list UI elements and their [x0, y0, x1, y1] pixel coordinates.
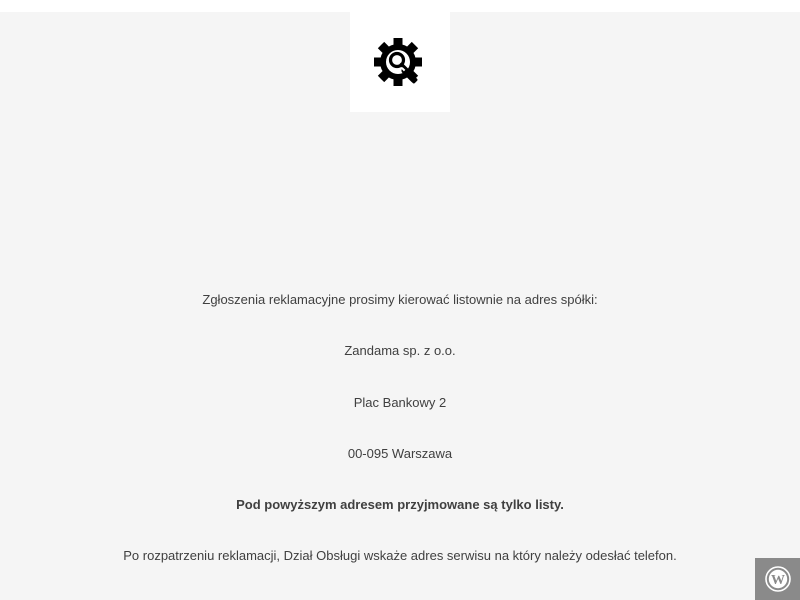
- company-city: 00-095 Warszawa: [347, 445, 453, 461]
- company-street: Plac Bankowy 2: [353, 394, 447, 410]
- site-logo[interactable]: [350, 12, 450, 112]
- company-name: Zandama sp. z o.o.: [344, 343, 456, 359]
- service-info: Po rozpatrzeniu reklamacji, Dział Obsługi wskaże adres serwisu na który należy odesłać telefon.: [123, 548, 677, 564]
- gear-search-wrench-icon: [373, 35, 427, 89]
- complaint-info: [0, 291, 800, 599]
- complaint-instruction: Zgłoszenia reklamacyjne prosimy kierować listownie na adres spółki:: [202, 292, 598, 307]
- wordpress-icon: [765, 566, 791, 592]
- svg-text:W: W: [770, 573, 785, 588]
- letters-only-notice: Pod powyższym adresem przyjmowane są tylko listy.: [236, 497, 564, 513]
- wordpress-badge[interactable]: [755, 558, 800, 600]
- top-bar: [0, 0, 800, 12]
